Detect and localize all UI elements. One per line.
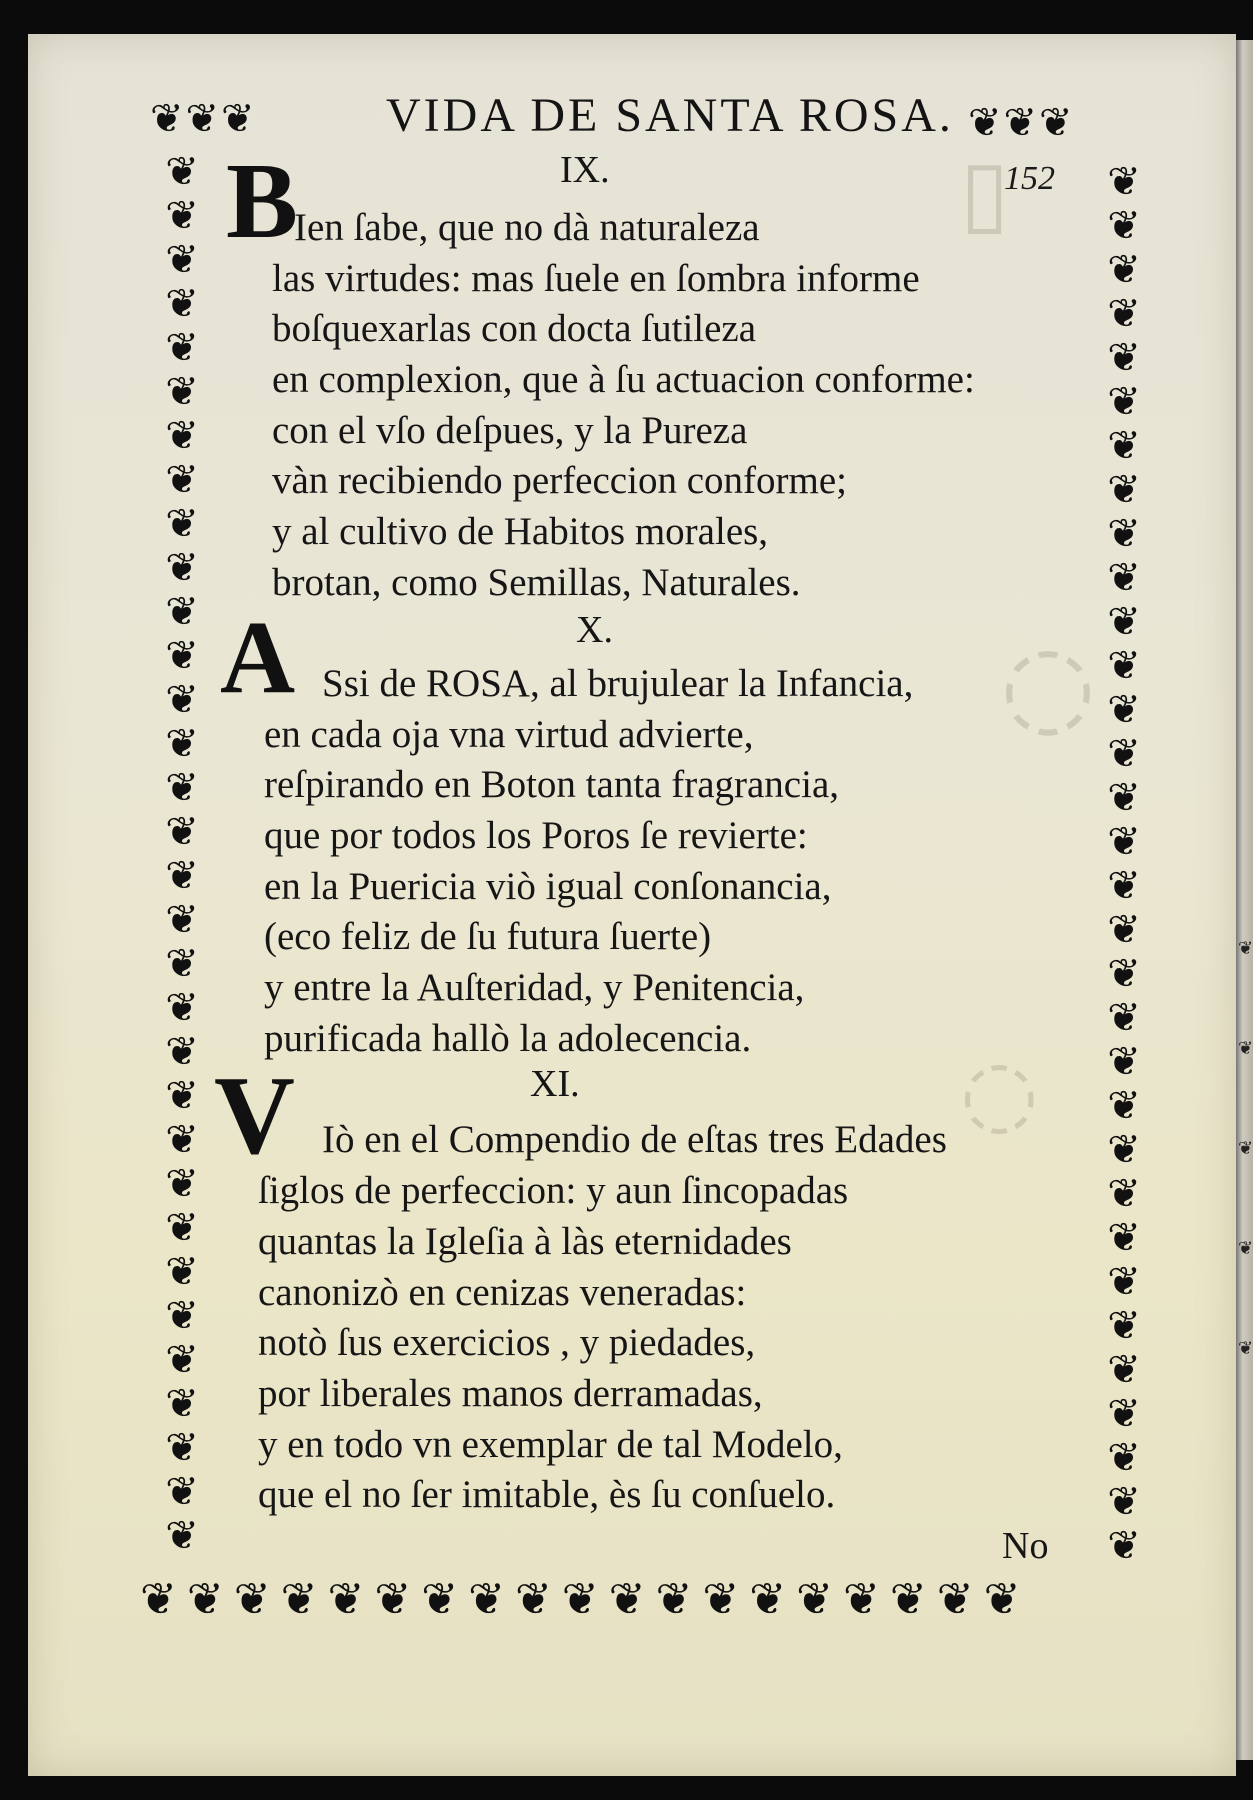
top-border-ornaments-left: ❦❦❦ — [150, 96, 257, 142]
verse-line: y en todo vn exemplar de tal Modelo, — [258, 1423, 843, 1466]
bleed-through-shape: ▯ — [960, 140, 1010, 245]
verse-line: reſpirando en Boton tanta fragrancia, — [264, 763, 840, 806]
stanza-numeral: XI. — [530, 1063, 580, 1105]
facing-ornament-icon: ❦ — [1238, 1238, 1253, 1259]
facing-ornament-icon: ❦ — [1238, 1338, 1253, 1359]
verse-line: que por todos los Poros ſe revierte: — [264, 814, 808, 857]
verse-line: y entre la Auſteridad, y Penitencia, — [264, 966, 805, 1009]
bleed-through-shape: ◌ — [960, 1040, 1039, 1145]
left-border-ornaments: ❦ ❦ ❦ ❦ ❦ ❦ ❦ ❦ ❦ ❦ ❦ ❦ ❦ ❦ ❦ ❦ ❦ ❦ ❦ ❦ ❦ ❦ ❦ ❦ ❦ ❦ ❦ ❦ ❦ ❦ ❦ ❦ — [165, 150, 199, 1559]
right-border-ornaments: ❦ ❦ ❦ ❦ ❦ ❦ ❦ ❦ ❦ ❦ ❦ ❦ ❦ ❦ ❦ ❦ ❦ ❦ ❦ ❦ ❦ ❦ ❦ ❦ ❦ ❦ ❦ ❦ ❦ ❦ ❦ ❦ — [1107, 160, 1141, 1560]
verse-line: brotan, como Semillas, Naturales. — [272, 561, 801, 604]
top-border-ornaments-right: ❦❦❦ — [968, 100, 1075, 146]
verse-line: en la Puericia viò igual conſonancia, — [264, 865, 832, 908]
verse-line: y al cultivo de Habitos morales, — [272, 510, 769, 553]
catchword: No — [1002, 1525, 1049, 1567]
bleed-through-shape: ◌ — [1000, 620, 1096, 748]
facing-ornament-icon: ❦ — [1238, 1138, 1253, 1159]
verse-line: notò ſus exercicios , y piedades, — [258, 1321, 756, 1364]
verse-line: las virtudes: mas ſuele en ſombra informe — [272, 257, 920, 300]
verse-line: Ssi de ROSA, al brujulear la Infancia, — [322, 662, 914, 705]
facing-ornament-icon: ❦ — [1238, 938, 1253, 959]
verse-line: quantas la Igleſia à làs eternidades — [258, 1220, 792, 1263]
verse-line: con el vſo deſpues, y la Pureza — [272, 409, 748, 452]
verse-line: purificada hallò la adolecencia. — [264, 1017, 752, 1060]
verse-line: vàn recibiendo perfeccion conforme; — [272, 459, 847, 502]
bottom-border-ornaments: ❦❦❦❦❦❦❦❦❦❦❦❦❦❦❦❦❦❦❦ — [140, 1574, 1031, 1625]
stanza-numeral: X. — [576, 609, 613, 651]
drop-cap: B — [226, 142, 299, 261]
verse-line: en complexion, que à ſu actuacion conforme: — [272, 358, 975, 401]
verse-line: (eco feliz de ſu futura ſuerte) — [264, 915, 712, 958]
stanza-numeral: IX. — [560, 149, 610, 191]
verse-line: Ien ſabe, que no dà naturaleza — [294, 206, 760, 249]
drop-cap: A — [220, 600, 296, 715]
running-title: VIDA DE SANTA ROSA. — [386, 89, 954, 142]
verse-line: en cada oja vna virtud advierte, — [264, 713, 754, 756]
verse-line: ſiglos de perfeccion: y aun ſincopadas — [258, 1169, 849, 1212]
verse-line: por liberales manos derramadas, — [258, 1372, 763, 1415]
verse-line: que el no ſer imitable, ès ſu conſuelo. — [258, 1473, 836, 1516]
verse-line: Iò en el Compendio de eſtas tres Edades — [322, 1118, 947, 1161]
drop-cap: V — [214, 1054, 295, 1178]
facing-page-edge — [1236, 40, 1253, 1760]
facing-ornament-icon: ❦ — [1238, 1038, 1253, 1059]
verse-line: boſquexarlas con docta ſutileza — [272, 307, 757, 350]
verse-line: canonizò en cenizas veneradas: — [258, 1271, 747, 1314]
page-number: 152 — [1004, 160, 1055, 197]
